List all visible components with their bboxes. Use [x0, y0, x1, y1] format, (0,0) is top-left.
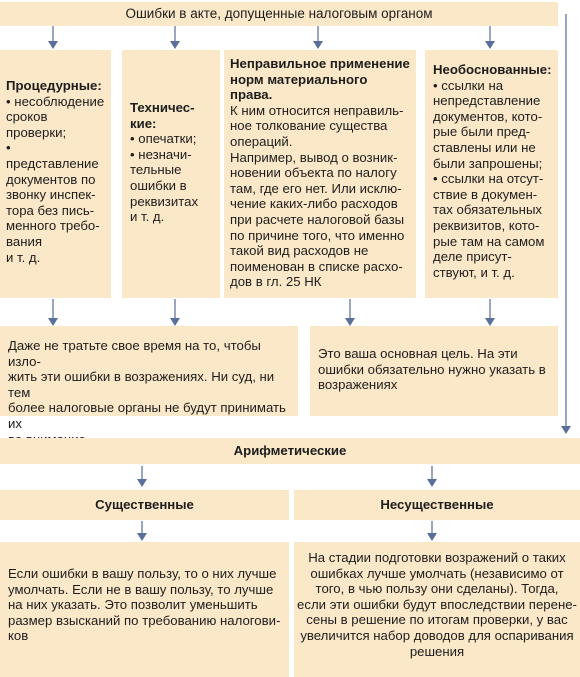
- list-item: реквизитов, кото-: [433, 217, 540, 233]
- text-line: ошибках лучше умолчать (независимо от: [310, 565, 564, 581]
- text-line: Если ошибки в вашу пользу, то о них лучше: [8, 566, 277, 581]
- list-item: ствие в докумен-: [433, 186, 538, 202]
- list-item: тельные: [130, 162, 182, 178]
- text-line: ное толкование существа: [230, 118, 388, 134]
- list-item: • ссылки на отсут-: [433, 171, 544, 187]
- list-item: рые были пред-: [433, 124, 531, 140]
- list-item: деле присут-: [433, 249, 512, 265]
- text-line: решения: [409, 643, 465, 659]
- text-line: по причине того, что именно: [230, 227, 405, 243]
- arrowhead: [170, 41, 180, 49]
- text-line: того, в чью пользу они сделаны). Тогда,: [315, 581, 559, 597]
- note-right-box: [310, 326, 558, 416]
- header-box: [0, 2, 558, 26]
- insignificant-text-box: [294, 542, 580, 677]
- list-item: сроков проверки;: [6, 109, 67, 140]
- text-line: Даже не тратьте свое время на то, чтобы изло-: [8, 338, 261, 369]
- insignificant-label: Несущественные: [380, 497, 494, 512]
- text-line: умолчать. Если не в вашу пользу, то лучше: [8, 581, 274, 597]
- list-item: ставлены или не: [433, 139, 536, 155]
- significant-box: [0, 490, 289, 520]
- text-line: ков: [8, 628, 29, 644]
- text-line: чение каких-либо расходов: [230, 196, 398, 212]
- list-item: вания: [6, 233, 42, 249]
- list-item: рые там на самом: [433, 233, 545, 249]
- technical-title-1: Техничес-: [130, 100, 195, 115]
- list-item: документов, кото-: [433, 108, 543, 124]
- text-line: увеличится набор доводов для оспаривания: [300, 627, 574, 643]
- list-item: звонку инспек-: [6, 187, 96, 203]
- procedural-title: Процедурные:: [6, 78, 102, 93]
- unfounded-title: Необоснованные:: [433, 62, 552, 77]
- text-line: жить эти ошибки в возражениях. Ни суд, ни тем: [8, 369, 275, 400]
- list-item: менного требо-: [6, 218, 100, 234]
- list-item: непредставление: [433, 93, 541, 109]
- list-item: реквизитах: [130, 193, 199, 209]
- arrowhead: [170, 318, 180, 326]
- text-line: при расчете налоговой базы: [230, 211, 405, 227]
- text-line: там, где его нет. Или исклю-: [230, 180, 402, 196]
- material-law-box: [224, 50, 416, 298]
- text-line: возражениях: [318, 377, 398, 393]
- list-item: ошибки в: [130, 177, 187, 193]
- procedural-list: [6, 94, 107, 266]
- text-line: На стадии подготовки возражений о таких: [308, 550, 566, 565]
- arrowhead: [313, 41, 323, 49]
- list-item: ствуют, и т. д.: [433, 264, 515, 280]
- text-line: дов в гл. 25 НК: [230, 274, 322, 290]
- insignificant-box: [294, 490, 580, 520]
- arrowhead: [485, 41, 495, 49]
- list-item: • ссылки на: [433, 77, 504, 93]
- arrowhead: [485, 318, 495, 326]
- list-item: и т. д.: [130, 209, 165, 225]
- list-item: • представление: [6, 140, 99, 171]
- text-line: К ним относится неправиль-: [230, 102, 404, 118]
- text-line: операций.: [230, 133, 293, 149]
- list-item: и т. д.: [6, 249, 41, 265]
- list-item: • опечатки;: [130, 131, 197, 147]
- text-line: если эти ошибки будут впоследствии перене-: [297, 596, 577, 612]
- text-line: ошибки обязательно нужно указать в: [318, 361, 546, 377]
- list-item: тора без пись-: [6, 202, 95, 218]
- text-line: поименован в списке расхо-: [230, 258, 403, 274]
- list-item: тах обязательных: [433, 202, 543, 218]
- arrowhead: [427, 479, 437, 487]
- header-title: Ошибки в акте, допущенные налоговым органом: [125, 6, 433, 21]
- text-line: сены в решение по итогам проверки, у вас: [306, 612, 568, 628]
- text-line: на них указать. Это позволит уменьшить: [8, 597, 258, 613]
- arithmetic-label: Арифметические: [233, 443, 347, 458]
- significant-label: Существенные: [95, 497, 194, 512]
- material-title-1: Неправильное применение: [230, 56, 410, 71]
- text-line: более налоговые органы не будут принимать их: [8, 400, 286, 431]
- arrowhead: [48, 318, 58, 326]
- significant-text-box: [0, 542, 289, 677]
- arrowhead: [427, 533, 437, 541]
- list-item: документов по: [6, 171, 96, 187]
- arithmetic-box: [0, 438, 580, 464]
- text-line: новении объекта по налогу: [230, 165, 397, 181]
- arrowhead: [137, 533, 147, 541]
- arrowhead: [48, 41, 58, 49]
- technical-title-2: кие:: [130, 115, 157, 131]
- note-left-box: [0, 326, 298, 431]
- arrowhead: [561, 426, 571, 434]
- arrowhead: [137, 479, 147, 487]
- text-line: Например, вывод о возник-: [230, 149, 398, 165]
- arrowhead: [345, 318, 355, 326]
- unfounded-box: [425, 50, 558, 298]
- text-line: такой вид расходов не: [230, 243, 369, 259]
- list-item: были запрошены;: [433, 155, 543, 171]
- text-line: Это ваша основная цель. На эти: [318, 346, 518, 361]
- procedural-box: [0, 50, 111, 298]
- list-item: • несоблюдение: [6, 93, 105, 109]
- material-title-2: норм материального права.: [230, 71, 368, 103]
- list-item: • незначи-: [130, 146, 192, 162]
- technical-box: [122, 50, 220, 298]
- text-line: размер взысканий по требованию налогови-: [8, 612, 281, 628]
